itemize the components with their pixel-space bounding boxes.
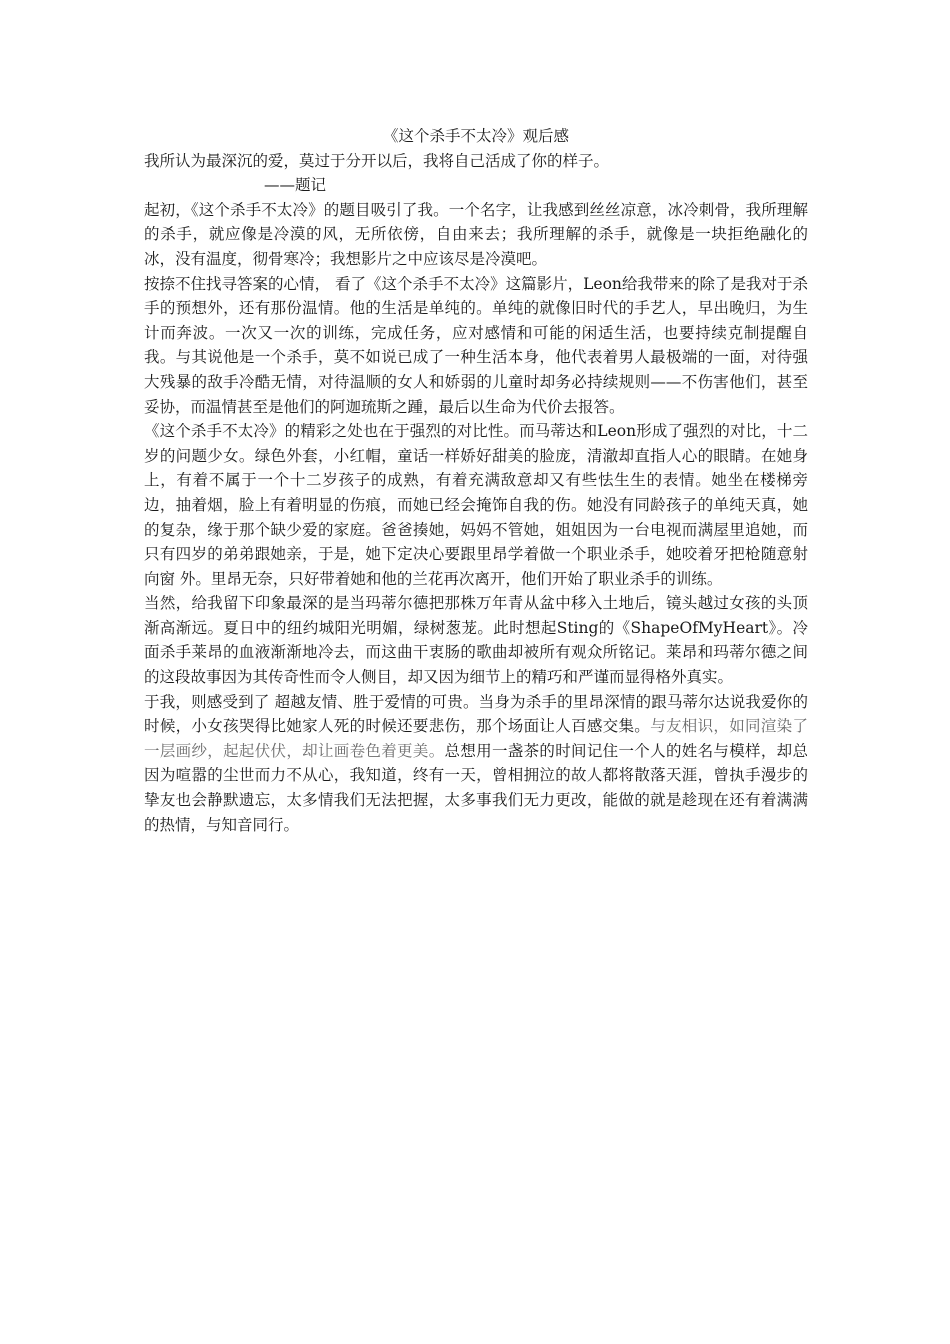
paragraph-conclusion <box>144 690 808 838</box>
conclusion-part-2-muted: 与友相识，如同渲染了一层画纱，起起伏伏，却让画卷色着更美。 <box>144 717 808 760</box>
paragraph-contrast: 《这个杀手不太冷》的精彩之处也在于强烈的对比性。而马蒂达和Leon形成了强烈的对比，十二岁的问题少女。绿色外套，小红帽，童话一样娇好甜美的脸庞，清澈却直指人心的眼睛。在她身上，有着不属于一个十二岁孩子的成熟，有着充满敌意却又有些怯生生的表情。她坐在楼梯旁边，抽着烟，脸上有着明显的伤痕，而她已经会掩饰自我的伤。她没有同龄孩子的单纯天真，她的复杂，缘于那个缺少爱的家庭。爸爸揍她，妈妈不管她，姐姐因为一台电视而满屋里追她，而只有四岁的弟弟跟她亲，于是，她下定决心要跟里昂学着做一个职业杀手，她咬着牙把枪随意射向窗 外。里昂无奈，只好带着她和他的兰花再次离开，他们开始了职业杀手的训练。 <box>144 422 808 588</box>
paragraph-impression: 当然，给我留下印象最深的是当玛蒂尔德把那株万年青从盆中移入土地后，镜头越过女孩的头顶渐高渐远。夏日中的纽约城阳光明媚，绿树葱茏。此时想起Sting的《ShapeOfMyHeart》。冷面杀手莱昂的血液渐渐地冷去，而这曲干衷肠的歌曲却被所有观众所铭记。莱昂和玛蒂尔德之间的这段故事因为其传奇性而令人侧目，却又因为细节上的精巧和严谨而显得格外真实。 <box>144 594 808 687</box>
conclusion-part-1: 于我，则感受到了 超越友情、胜于爱情的可贵。当身为杀手的里昂深情的跟马蒂尔达说我爱你的时候，小女孩哭得比她家人死的时候还要悲伤，那个场面让人百感交集。 <box>144 692 808 736</box>
epigraph-source: ——题记 <box>264 176 327 195</box>
document-page <box>144 124 808 837</box>
epigraph: 我所认为最深沉的爱，莫过于分开以后，我将自己活成了你的样子。 <box>144 151 610 170</box>
document-title: 《这个杀手不太冷》观后感 <box>382 127 569 145</box>
paragraph-intro: 起初，《这个杀手不太冷》的题目吸引了我。一个名字，让我感到丝丝凉意，冰冷刺骨，我所理解的杀手，就应像是冷漠的风，无所依傍，自由来去；我所理解的杀手，就像是一块拒绝融化的冰，没有温度，彻骨寒冷；我想影片之中应该尽是冷漠吧。 <box>144 200 808 268</box>
conclusion-part-3: 总想用一盏茶的时间记住一个人的姓名与模样，却总因为喧嚣的尘世而力不从心，我知道，终有一天，曾相拥泣的故人都将散落天涯，曾执手漫步的挚友也会静默遗忘，太多情我们无法把握，太多事我们无力更改，能做的就是趁现在还有着满满的热情，与知音同行。 <box>144 741 808 834</box>
paragraph-leon: 按捺不住找寻答案的心情， 看了《这个杀手不太冷》这篇影片，Leon给我带来的除了是我对于杀手的预想外，还有那份温情。他的生活是单纯的。单纯的就像旧时代的手艺人，早出晚归，为生计而奔波。一次又一次的训练，完成任务，应对感情和可能的闲适生活，也要持续克制提醒自我。与其说他是一个杀手，莫不如说已成了一种生活本身，他代表着男人最极端的一面，对待强大残暴的敌手冷酷无情，对待温顺的女人和娇弱的儿童时却务必持续规则——不伤害他们，甚至妥协，而温情甚至是他们的阿迦琉斯之踵，最后以生命为代价去报答。 <box>144 274 808 416</box>
